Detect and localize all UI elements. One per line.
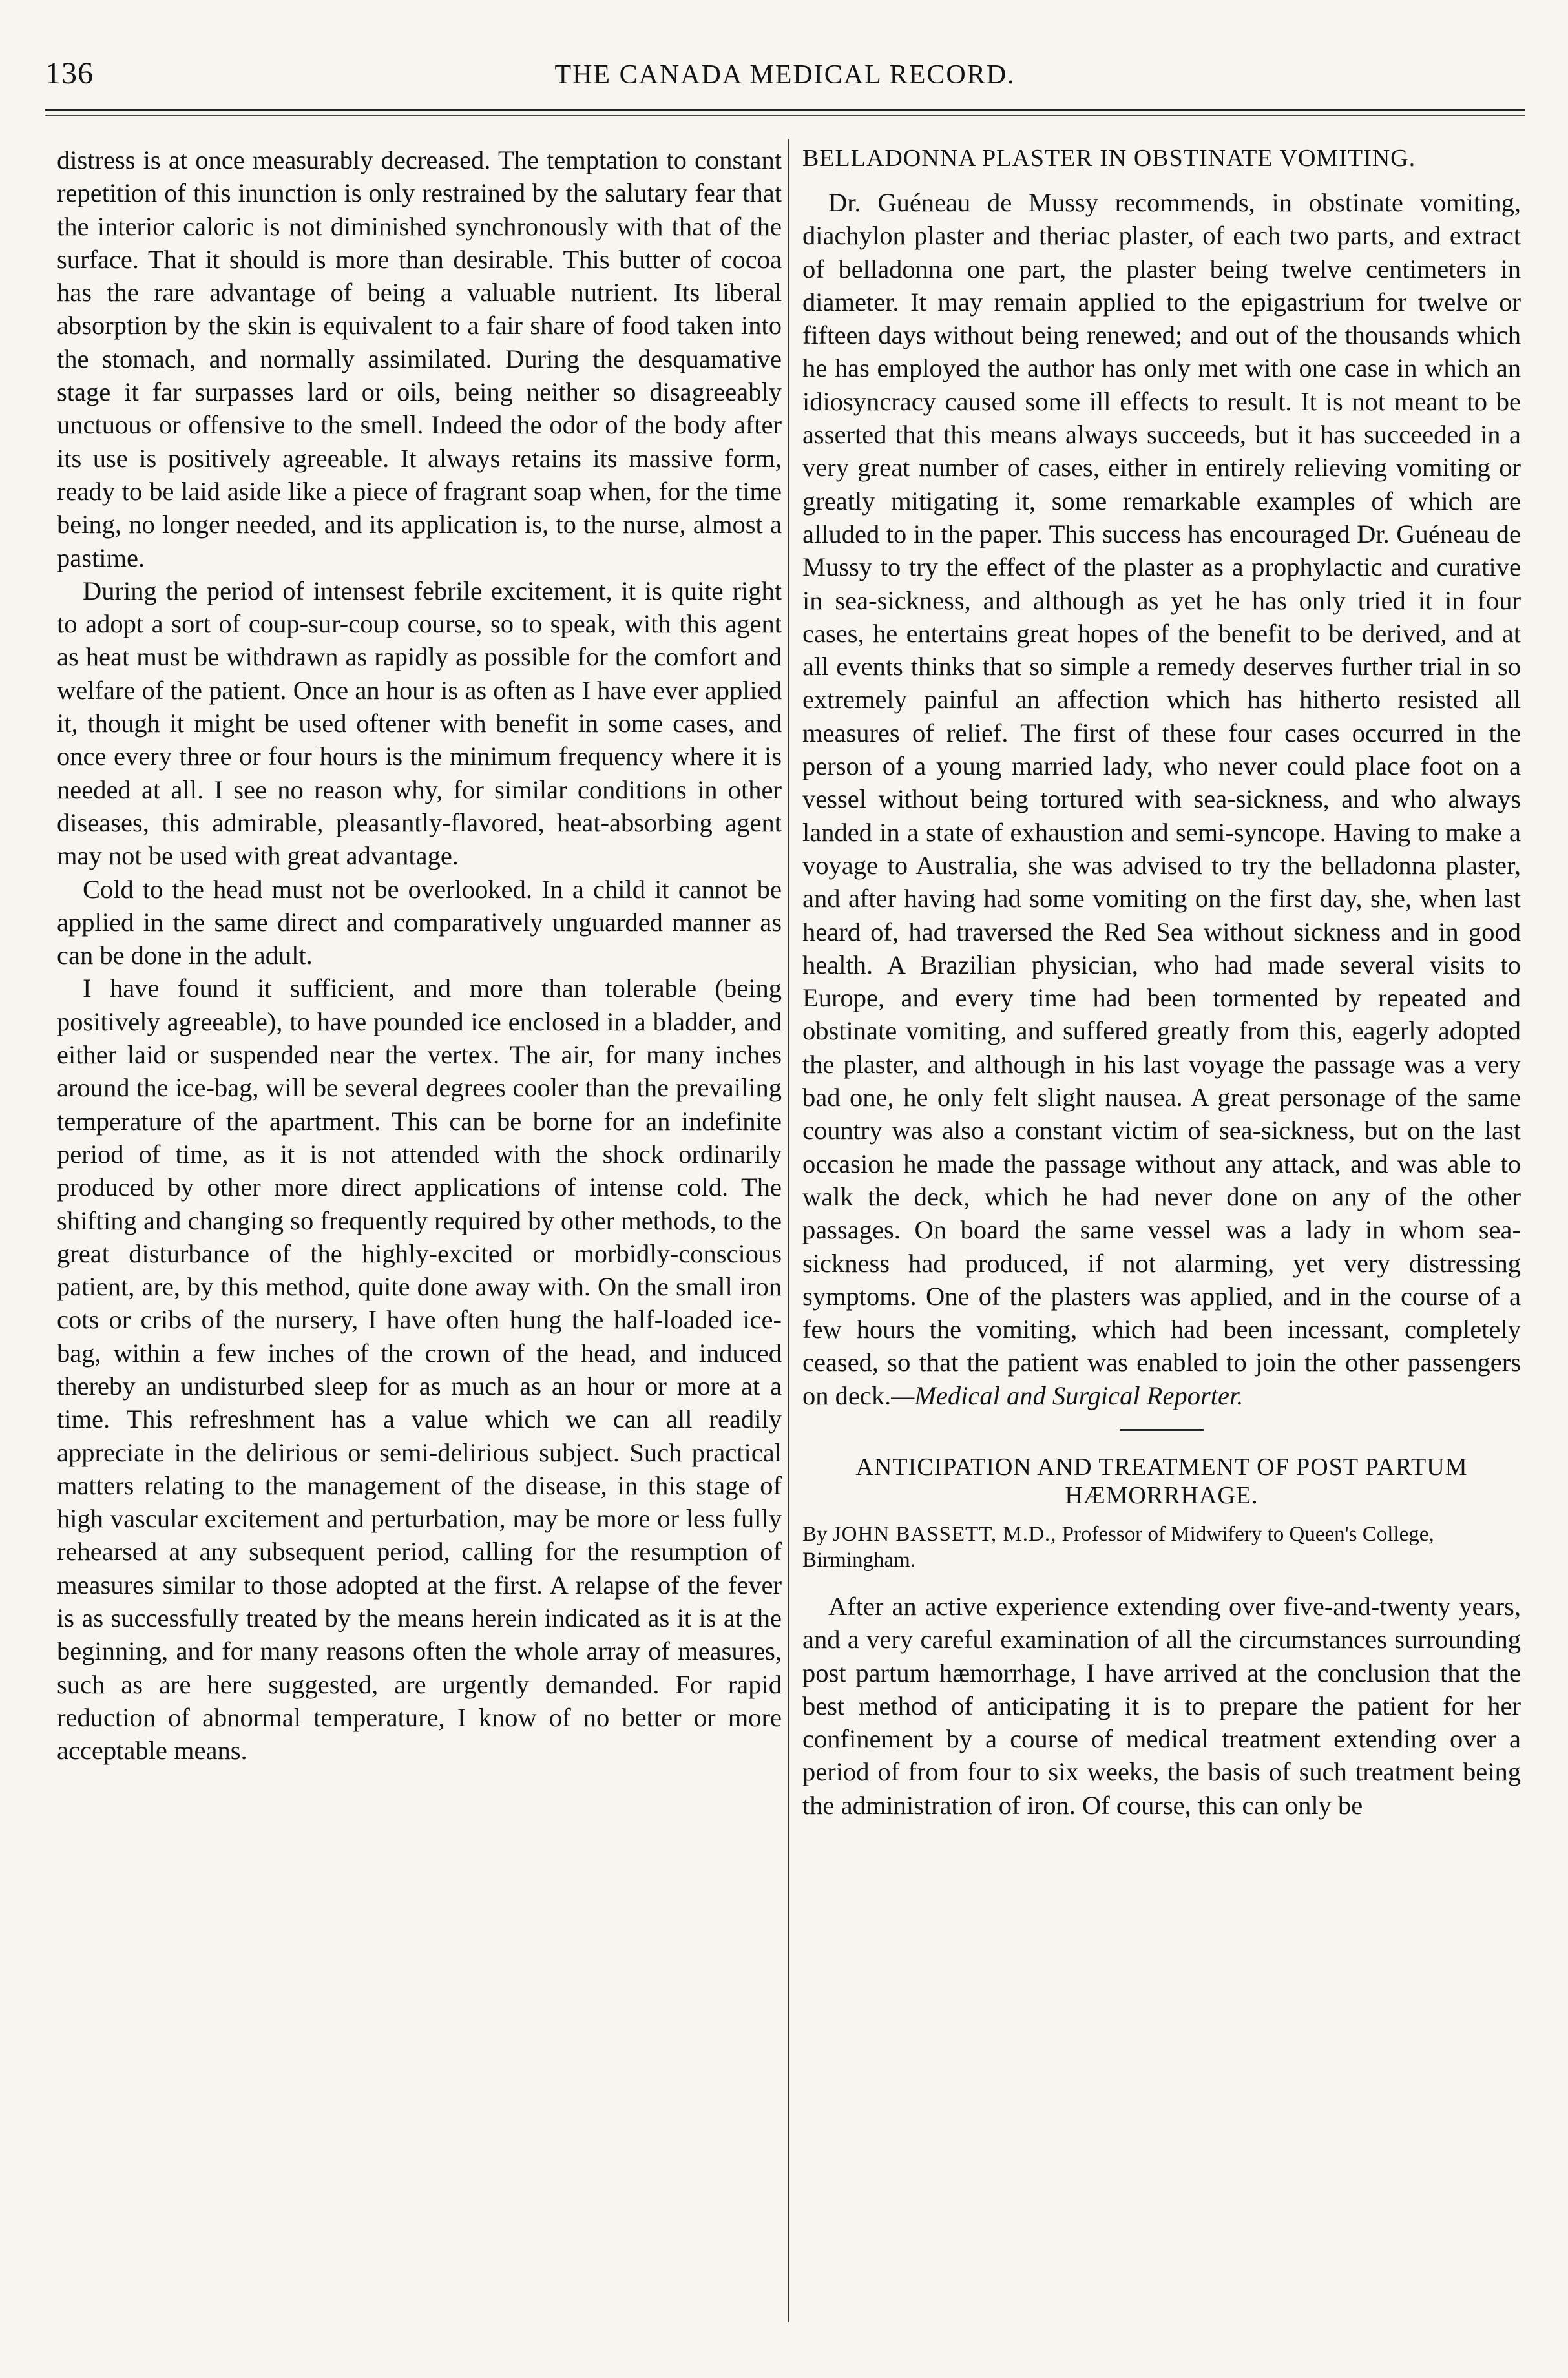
left-column: [57, 143, 782, 1768]
header-rule: [45, 109, 1525, 111]
paragraph: [802, 186, 1521, 1412]
paragraph: After an active experience extending over five-and-twenty years, and a very careful examination of all the circumstances surrounding post partum hæmorrhage, I have arrived at the conclusion that the best method of anticipating it is to prepare the patient for her confinement by a course of medical treatment extending over a period of from four to six weeks, the basis of such treatment being the administration of iron. Of course, this can only be: [802, 1591, 1521, 1820]
author-affiliation: Professor of Midwifery to Queen's College, Birmingham.: [802, 1522, 1434, 1572]
page-number: 136: [45, 56, 94, 90]
article-title: ANTICIPATION AND TREATMENT OF POST PARTUM HÆMORRHAGE.: [855, 1453, 1468, 1509]
header-rule-thin: [45, 115, 1525, 116]
paragraph-text: Dr. Guéneau de Mussy recommends, in obstinate vomiting, diachylon plaster and theriac plaster, of each two parts, and extract of belladonna one part, the plaster being twelve centimeters in diameter. It may remain applied to the epigastrium for twelve or fifteen days without being renewed; and out of the thousands which he has employed the author has only met with one case in which an idiosyncracy caused some ill effects to result. It is not meant to be asserted that this means always succeeds, but it has succeeded in a very great number of cases, either in entirely relieving vomiting or greatly mitigating it, some remarkable examples of which are alluded to in the paper. This success has encouraged Dr. Guéneau de Mussy to try the effect of the plaster as a prophylactic and curative in sea-sickness, and although as yet he has only tried it in four cases, he entertains great hopes of the benefit to be derived, and at all events thinks that so simple a remedy deserves further trial in so extremely painful an affection which has hitherto resisted all measures of relief. The first of these four cases occurred in the person of a young married lady, who never could place foot on a vessel without being tortured with sea-sickness, and who always landed in a state of exhaustion and semi-syncope. Having to make a voyage to Australia, she was advised to try the belladonna plaster, and after having had some vomiting on the first day, she, when last heard of, had traversed the Red Sea without sickness and in good health. A Brazilian physician, who had made several visits to Europe, and every time had been tormented by repeated and obstinate vomiting, and suffered greatly from this, eagerly adopted the plaster, and although in his last voyage the passage was a very bad one, he only felt slight nausea. A great personage of the same country was also a constant victim of sea-sickness, but on the last occasion he made the passage without any attack, and was able to walk the deck, which he had never done on any of the other passages. On board the same vessel was a lady in whom sea-sickness had produced, if not alarming, yet very distressing symptoms. One of the plasters was applied, and in the course of a few hours the vomiting, which had been incessant, completely ceased, so that the patient was enabled to join the other passengers on deck.: [802, 188, 1521, 1410]
section-title: BELLADONNA PLASTER IN OBSTINATE VOMITING.: [802, 145, 1416, 172]
page-header: [45, 56, 1525, 101]
paragraph: distress is at once measurably decreased. The temptation to constant repetition of this inunction is only restrained by the salutary fear that the interior caloric is not diminished synchronously with that of the surface. That it should is more than desirable. This butter of cocoa has the rare advantage of being a valuable nutrient. Its liberal absorption by the skin is equivalent to a fair share of food taken into the stomach, and normally assimilated. During the desquamative stage it far surpasses lard or oils, being neither so disagreeably unctuous or offensive to the smell. Indeed the odor of the body after its use is positively agreeable. It always retains its massive form, ready to be laid aside like a piece of fragrant soap when, for the time being, no longer needed, and its application is, to the nurse, almost a pastime.: [57, 145, 782, 572]
source-citation: —Medical and Surgical Reporter.: [891, 1381, 1244, 1410]
running-title: THE CANADA MEDICAL RECORD.: [554, 60, 1016, 90]
byline-prefix: By: [802, 1522, 828, 1546]
paragraph: During the period of intensest febrile excitement, it is quite right to adopt a sort of coup-sur-coup course, so to speak, with this agent as heat must be withdrawn as rapidly as possible for the comfort and welfare of the patient. Once an hour is as often as I have ever applied it, though it might be used oftener with benefit in some cases, and once every three or four hours is the minimum frequency where it is needed at all. I see no reason why, for similar conditions in other diseases, this admirable, pleasantly-flavored, heat-absorbing agent may not be used with great advantage.: [57, 576, 782, 871]
paragraph: I have found it sufficient, and more than tolerable (being positively agreeable), to have pounded ice enclosed in a bladder, and either laid or suspended near the vertex. The air, for many inches around the ice-bag, will be several degrees cooler than the prevailing temperature of the apartment. This can be borne for an indefinite period of time, as it is not attended with the shock ordinarily produced by other more direct applications of intense cold. The shifting and changing so frequently required by other methods, to the great disturbance of the highly-excited or morbidly-conscious patient, are, by this method, quite done away with. On the small iron cots or cribs of the nursery, I have often hung the half-loaded ice-bag, within a few inches of the crown of the head, and induced thereby an undisturbed sleep for as much as an hour or more at a time. This refreshment has a value which we can all readily appreciate in the delirious or semi-delirious subject. Such practical matters relating to the management of the disease, in this stage of high vascular excitement and perturbation, may be more or less fully rehearsed at any subsequent period, calling for the resumption of measures similar to those adopted at the first. A relapse of the fever is as successfully treated by the means herein indicated as it is at the beginning, and for many reasons often the whole array of measures, such as are here suggested, are urgently demanded. For rapid reduction of abnormal temperature, I know of no better or more acceptable means.: [57, 974, 782, 1766]
right-column: [802, 143, 1521, 1822]
byline: [802, 1521, 1521, 1573]
column-divider: [788, 139, 789, 2322]
article-separator: [1120, 1429, 1204, 1431]
author-name: JOHN BASSETT, M.D.,: [832, 1522, 1057, 1546]
paragraph: Cold to the head must not be overlooked. In a child it cannot be applied in the same direct and comparatively unguarded manner as can be done in the adult.: [57, 874, 782, 970]
